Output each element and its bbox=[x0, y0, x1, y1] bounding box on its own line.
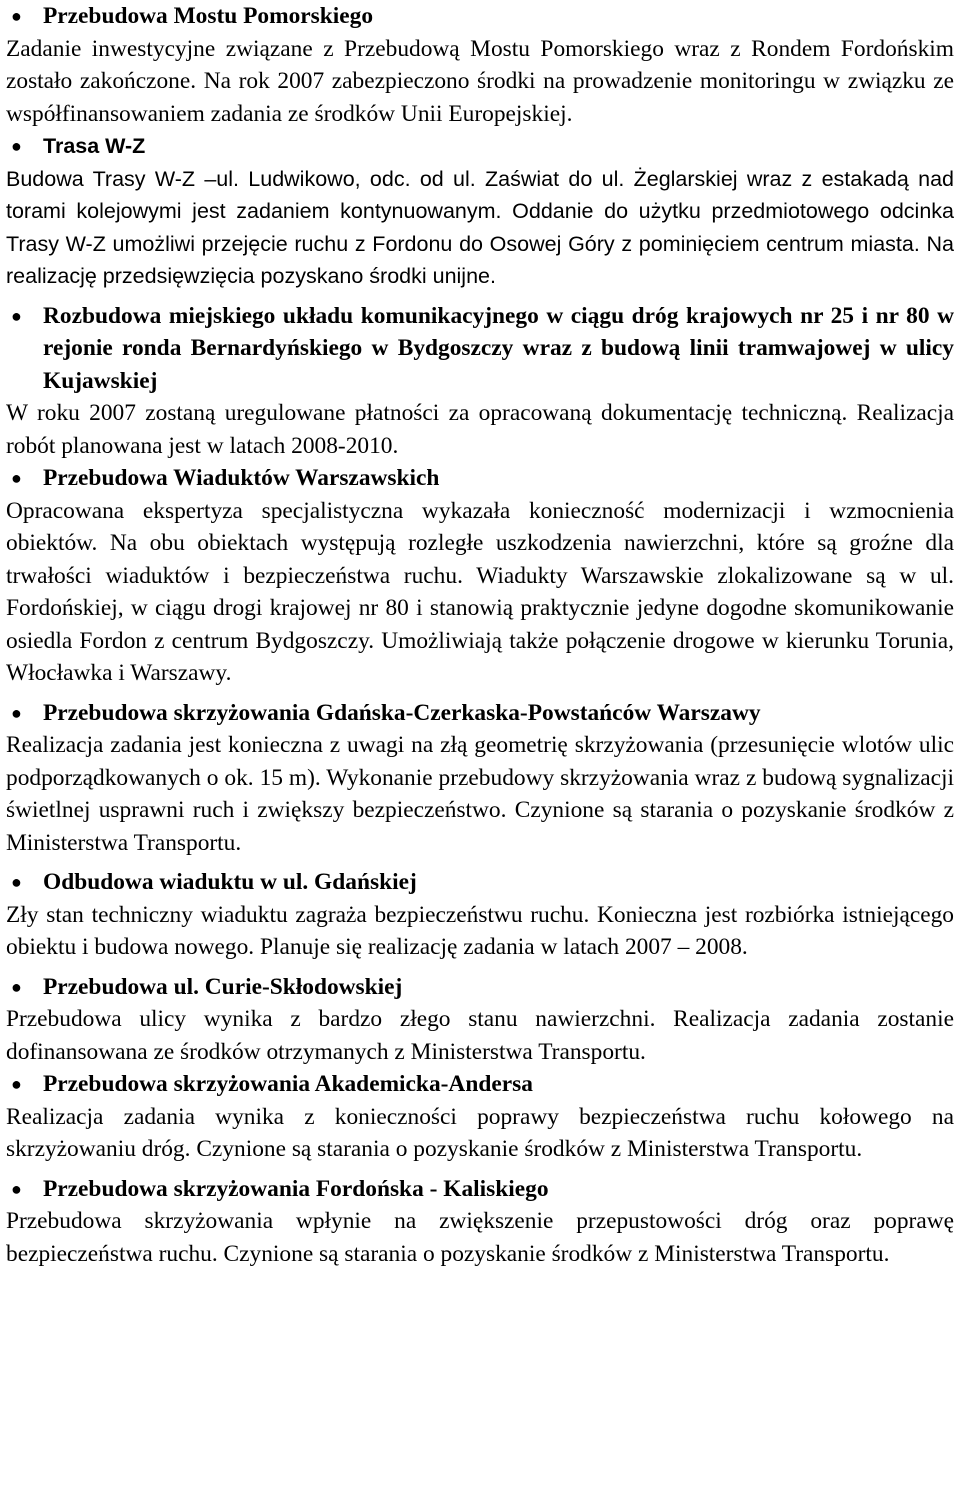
section-body: W roku 2007 zostaną uregulowane płatności za opracowaną dokumentację techniczną. Realizacja robót planowana jest w latach 2008-2010. bbox=[6, 400, 954, 459]
section-heading bbox=[6, 130, 954, 163]
heading-text: Odbudowa wiaduktu w ul. Gdańskiej bbox=[43, 869, 417, 895]
heading-text: Przebudowa skrzyżowania Fordońska - Kaliskiego bbox=[43, 1175, 549, 1202]
section-body: Zły stan techniczny wiaduktu zagraża bezpieczeństwu ruchu. Konieczna jest rozbiórka istniejącego obiektu i budowa nowego. Planuje się realizację zadania w latach 2007 – 2008. bbox=[6, 901, 954, 960]
bullet-icon: ● bbox=[11, 6, 22, 26]
section-mostu-pomorskiego bbox=[6, 0, 954, 130]
section-body: Realizacja zadania jest konieczna z uwagi na złą geometrię skrzyżowania (przesunięcie wlotów ulic podporządkowanych o ok. 15 m). Wykonanie przebudowy skrzyżowania wraz z budową sygnalizacji świetlnej usprawni ruch i zwiększy bezpieczeństwo. Czynione są starania o pozyskanie środków z Ministerstwa Transportu. bbox=[6, 732, 954, 856]
section-heading bbox=[6, 697, 954, 730]
section-wiadukty-warszawskie bbox=[6, 462, 954, 690]
section-body: Opracowana ekspertyza specjalistyczna wykazała konieczność modernizacji i wzmocnienia obiektów. Na obu obiektach występują rozległe uszkodzenia nawierzchni, które są groźne dla trwałości wiaduktów i bezpieczeństwa ruchu. Wiadukty Warszawskie zlokalizowane są w ul. Fordońskiej, w ciągu drogi krajowej nr 80 i stanowią praktycznie jedyne dogodne skomunikowanie osiedla Fordon z centrum Bydgoszczy. Umożliwiają także połączenie drogowe w kierunku Torunia, Włocławka i Warszawy. bbox=[6, 497, 954, 686]
heading-text: Przebudowa Mostu Pomorskiego bbox=[43, 3, 374, 29]
section-heading bbox=[6, 971, 954, 1004]
section-skrzyzowanie-gdanska bbox=[6, 697, 954, 860]
bullet-icon: ● bbox=[11, 702, 22, 723]
section-heading bbox=[6, 0, 954, 33]
heading-text: Przebudowa Wiaduktów Warszawskich bbox=[43, 465, 440, 491]
section-body: Budowa Trasy W-Z –ul. Ludwikowo, odc. od ul. Zaświat do ul. Żeglarskiej wraz z estakadą nad torami kolejowymi jest zadaniem kontynuowanym. Oddanie do użytku przedmiotowego odcinka Trasy W-Z umożliwi przejęcie ruchu z Fordonu do Osowej Góry z pominięciem centrum miasta. Na realizację przedsięwzięcia pozyskano środki unijne. bbox=[6, 166, 954, 288]
bullet-icon: ● bbox=[11, 872, 22, 892]
section-heading bbox=[6, 866, 954, 899]
bullet-icon: ● bbox=[11, 1074, 22, 1094]
bullet-icon: ● bbox=[11, 305, 22, 326]
section-body: Zadanie inwestycyjne związane z Przebudową Mostu Pomorskiego wraz z Rondem Fordońskim zostało zakończone. Na rok 2007 zabezpieczono środki na prowadzenie monitoringu w związku ze współfinansowaniem zadania ze środków Unii Europejskiej. bbox=[6, 35, 954, 127]
heading-text: Przebudowa skrzyżowania Gdańska-Czerkaska-Powstańców Warszawy bbox=[43, 699, 761, 726]
section-body: Przebudowa skrzyżowania wpłynie na zwiększenie przepustowości dróg oraz poprawę bezpieczeństwa ruchu. Czynione są starania o pozyskanie środków z Ministerstwa Transportu. bbox=[6, 1208, 954, 1267]
section-wiadukt-gdanska bbox=[6, 866, 954, 964]
section-heading bbox=[6, 1068, 954, 1101]
section-trasa-wz bbox=[6, 130, 954, 293]
heading-text: Przebudowa skrzyżowania Akademicka-Andersa bbox=[43, 1071, 533, 1097]
section-akademicka-andersa bbox=[6, 1068, 954, 1166]
bullet-icon: ● bbox=[11, 1178, 22, 1199]
heading-text: Rozbudowa miejskiego układu komunikacyjnego w ciągu dróg krajowych nr 25 i nr 80 w rejonie ronda Bernardyńskiego w Bydgoszczy wraz z budową linii tramwajowej w ulicy Kujawskiej bbox=[43, 302, 954, 394]
section-curie-sklodowskiej bbox=[6, 971, 954, 1069]
bullet-icon: ● bbox=[11, 468, 22, 488]
section-fordonska-kaliskiego bbox=[6, 1173, 954, 1271]
heading-text: Trasa W-Z bbox=[43, 134, 146, 158]
section-heading bbox=[6, 462, 954, 495]
section-rozbudowa-ukladu bbox=[6, 300, 954, 463]
heading-text: Przebudowa ul. Curie-Skłodowskiej bbox=[43, 973, 403, 1000]
section-heading bbox=[6, 300, 954, 398]
bullet-icon: ● bbox=[11, 976, 22, 997]
section-body: Realizacja zadania wynika z konieczności poprawy bezpieczeństwa ruchu kołowego na skrzyżowaniu dróg. Czynione są starania o pozyskanie środków z Ministerstwa Transportu. bbox=[6, 1103, 954, 1162]
section-heading bbox=[6, 1173, 954, 1206]
bullet-icon: ● bbox=[11, 136, 22, 156]
section-body: Przebudowa ulicy wynika z bardzo złego stanu nawierzchni. Realizacja zadania zostanie dofinansowana ze środków otrzymanych z Ministerstwa Transportu. bbox=[6, 1006, 954, 1065]
